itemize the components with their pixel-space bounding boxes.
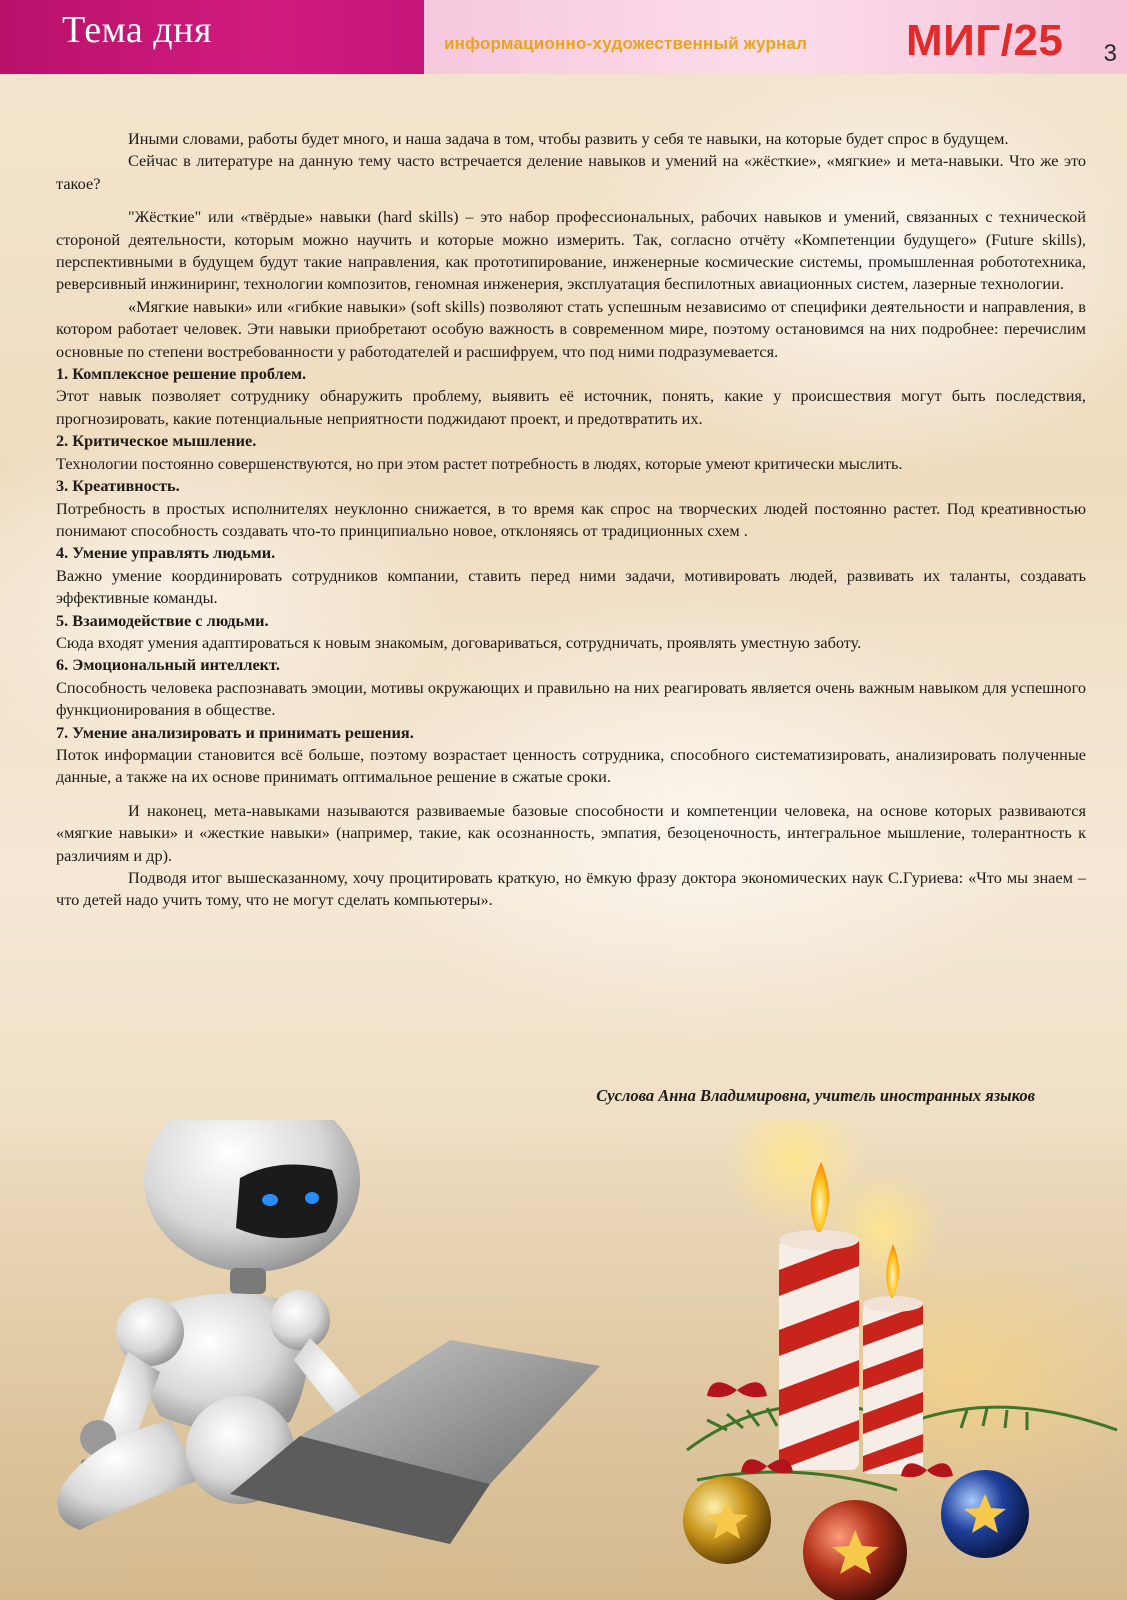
skill-text: Способность человека распознавать эмоции, мотивы окружающих и правильно на них реагировать является очень важным навыком для успешного функционирования в обществе. [56,677,1086,720]
skill-heading: 2. Критическое мышление. [56,431,257,451]
section-banner [0,0,424,74]
skill-heading: 7. Умение анализировать и принимать решения. [56,722,414,742]
skill-heading: 4. Умение управлять людьми. [56,543,276,563]
article-body [56,128,1086,912]
paragraph: Иными словами, работы будет много, и наша задача в том, чтобы развить у себя те навыки, на которые будет спрос в будущем. [128,129,1009,148]
skill-text: Сюда входят умения адаптироваться к новым знакомым, договариваться, сотрудничать, проявлять уместную заботу. [56,632,862,652]
author-signature: Суслова Анна Владимировна, учитель иностранных языков [596,1086,1035,1105]
skill-text: Технологии постоянно совершенствуются, но при этом растет потребность в людях, которые умеют критически мыслить. [56,453,903,473]
illustration-area [0,1120,1127,1600]
paragraph: «Мягкие навыки» или «гибкие навыки» (soft skills) позволяют стать успешным независимо от специфики деятельности и направления, в котором работает человек. Эти навыки приобретают особую важность в современном мире, поэтому остановимся на них подробнее: перечислим основные по степени востребованности у работодателей и расшифруем, что под ними подразумевается. [56,296,1086,361]
paragraph: Подводя итог вышесказанному, хочу процитировать краткую, но ёмкую фразу доктора экономических наук С.Гуриева: «Что мы знаем – что детей надо учить тому, что не могут сделать компьютеры». [56,868,1086,910]
paragraph: И наконец, мета-навыками называются развиваемые базовые способности и компетенции человека, на основе которых развиваются «мягкие навыки» и «жесткие навыки» (например, такие, как осознанность, эмпатия, безоценочность, интегральное мышление, толерантность к различиям и др). [56,800,1086,865]
skill-text: Поток информации становится всё больше, поэтому возрастает ценность сотрудника, способного систематизировать, анализировать полученные данные, а также на их основе принимать оптимальное решение в сжатые сроки. [56,744,1086,787]
skill-text: Потребность в простых исполнителях неуклонно снижается, в то время как спрос на творческих людей постоянно растет. Под креативностью понимают способность создавать что-то принципиально новое, отклоняясь от традиционных схем . [56,498,1086,540]
journal-type: информационно-художественный журнал [444,34,808,53]
skill-text: Этот навык позволяет сотруднику обнаружить проблему, выявить её источник, понять, какие у происшествия могут быть последствия, прогнозировать, какие потенциальные неприятности поджидают проект, и предотвратить их. [56,386,1086,428]
section-title: Тема дня [62,9,212,51]
page-header [0,0,1127,74]
skill-text: Важно умение координировать сотрудников компании, ставить перед ними задачи, мотивировать людей, развивать их таланты, создавать эффективные команды. [56,565,1086,608]
paragraph: "Жёсткие" или «твёрдые» навыки (hard skills) – это набор профессиональных, рабочих навыков и умений, связанных с технической стороной деятельности, которым можно научить и которые можно измерить. Так, согласно отчёту «Компетенции будущего» (Future skills), перспективными в будущем будут такие направления, как прототипирование, инженерные космические системы, промышленная робототехника, реверсивный инжиниринг, технологии композитов, геномная инженерия, эксплуатация беспилотных авиационных систем, лазерные технологии. [56,207,1086,294]
journal-banner [424,0,1127,74]
skill-heading: 1. Комплексное решение проблем. [56,364,307,384]
paragraph: Сейчас в литературе на данную тему часто встречается деление навыков и умений на «жёсткие», «мягкие» и мета-навыки. Что же это такое? [56,151,1086,193]
christmas-candles-illustration [667,1120,1127,1600]
skill-heading: 3. Креативность. [56,476,180,496]
skill-heading: 5. Взаимодействие с людьми. [56,610,269,630]
robot-with-laptop-illustration [0,1120,640,1600]
magazine-name: МИГ/25 [906,16,1064,65]
skill-heading: 6. Эмоциональный интеллект. [56,655,280,675]
page-number: 3 [1103,40,1117,67]
